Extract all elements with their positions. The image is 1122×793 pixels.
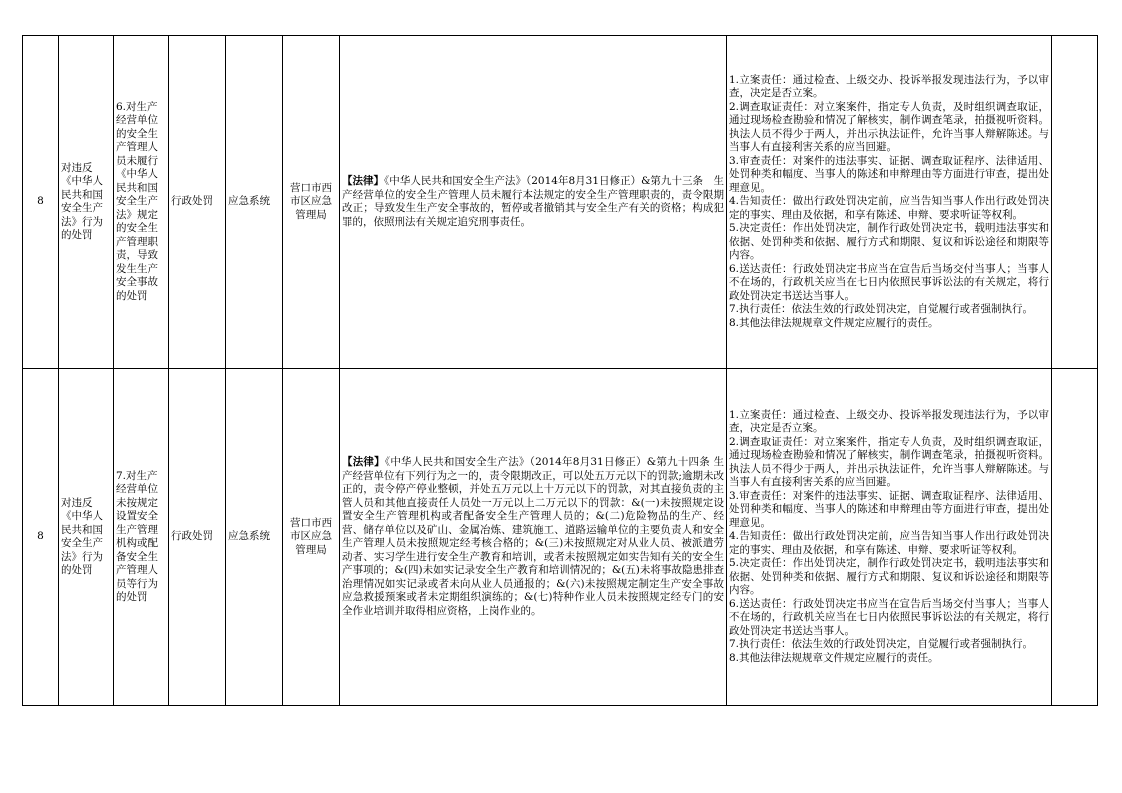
duty-item: 6.送达责任：行政处罚决定书应当在宣告后当场交付当事人；当事人不在场的，行政机关应当在七日内依照民事诉讼法的有关规定，将行政处罚决定书送达当事人。	[729, 262, 1049, 302]
legal-basis	[340, 369, 727, 706]
power-type: 行政处罚	[169, 36, 226, 369]
basis-tag: 【法律】	[342, 175, 385, 187]
item-name: 对违反《中华人民共和国安全生产法》行为的处罚	[59, 36, 114, 369]
duty-item: 3.审查责任：对案件的违法事实、证据、调查取证程序、法律适用、处罚种类和幅度、当事人的陈述和申辩理由等方面进行审查，提出处理意见。	[729, 154, 1049, 194]
duty-item: 6.送达责任：行政处罚决定书应当在宣告后当场交付当事人；当事人不在场的，行政机关应当在七日内依照民事诉讼法的有关规定，将行政处罚决定书送达当事人。	[729, 597, 1049, 637]
duty-item: 5.决定责任：作出处罚决定，制作行政处罚决定书，载明违法事实和依据、处罚种类和依据、履行方式和期限、复议和诉讼途径和期限等内容。	[729, 557, 1049, 597]
agency: 营口市西市区应急管理局	[283, 36, 340, 369]
duty-item: 2.调查取证责任：对立案案件，指定专人负责，及时组织调查取证，通过现场检查勘验和情况了解核实，制作调查笔录，拍摄视听资料。执法人员不得少于两人，并出示执法证件，允许当事人辩解陈述。与当事人有直接利害关系的应当回避。	[729, 100, 1049, 154]
duty-item: 5.决定责任：作出处罚决定，制作行政处罚决定书，载明违法事实和依据、处罚种类和依据、履行方式和期限、复议和诉讼途径和期限等内容。	[729, 222, 1049, 262]
duty-item: 3.审查责任：对案件的违法事实、证据、调查取证程序、法律适用、处罚种类和幅度、当事人的陈述和申辩理由等方面进行审查，提出处理意见。	[729, 489, 1049, 529]
row-index: 8	[23, 36, 59, 369]
basis-text: 《中华人民共和国安全生产法》（2014年8月31日修正）&第九十三条 生产经营单位的安全生产管理人员未履行本法规定的安全生产管理职责的，责令限期改正；导致发生生产安全事故的，暂停或者撤销其与安全生产有关的资格；构成犯罪的，依照刑法有关规定追究刑事责任。	[342, 175, 725, 228]
power-list-table	[22, 35, 1098, 706]
department: 应急系统	[226, 369, 283, 706]
duty-list	[727, 369, 1052, 706]
table-row	[23, 369, 1098, 706]
duty-item: 4.告知责任：做出行政处罚决定前，应当告知当事人作出行政处罚决定的事实、理由及依据，和享有陈述、申辩、要求听证等权利。	[729, 195, 1049, 221]
basis-text: 《中华人民共和国安全生产法》（2014年8月31日修正）&第九十四条 生产经营单位有下列行为之一的，责令限期改正，可以处五万元以下的罚款;逾期未改正的，责令停产停业整顿，并处五万元以上十万元以下的罚款，对其直接负责的主管人员和其他直接责任人员处一万元以上二万元以下的罚款：&(一)未按照规定设置安全生产管理机构或者配备安全生产管理人员的；&(二)危险物品的生产、经营、储存单位以及矿山、金属冶炼、建筑施工、道路运输单位的主要负责人和安全生产管理人员未按照规定经考核合格的；&(三)未按照规定对从业人员、被派遣劳动者、实习学生进行安全生产教育和培训，或者未按照规定如实告知有关的安全生产事项的；&(四)未如实记录安全生产教育和培训情况的；&(五)未将事故隐患排查治理情况如实记录或者未向从业人员通报的；&(六)未按照规定制定生产安全事故应急救援预案或者未定期组织演练的；&(七)特种作业人员未按照规定经专门的安全作业培训并取得相应资格，上岗作业的。	[342, 456, 725, 617]
duty-item: 4.告知责任：做出行政处罚决定前，应当告知当事人作出行政处罚决定的事实、理由及依据，和享有陈述、申辩、要求听证等权利。	[729, 530, 1049, 556]
sub-item: 6.对生产经营单位的安全生产管理人员未履行《中华人民共和国安全生产法》规定的安全生产管理职责，导致发生生产安全事故的处罚	[114, 36, 169, 369]
duty-item: 1.立案责任：通过检查、上级交办、投诉举报发现违法行为，予以审查，决定是否立案。	[729, 73, 1049, 100]
department: 应急系统	[226, 36, 283, 369]
basis-tag: 【法律】	[342, 456, 385, 468]
duty-item: 2.调查取证责任：对立案案件，指定专人负责，及时组织调查取证，通过现场检查勘验和情况了解核实，制作调查笔录，拍摄视听资料。执法人员不得少于两人，并出示执法证件，允许当事人辩解陈述。与当事人有直接利害关系的应当回避。	[729, 435, 1049, 489]
duty-list	[727, 36, 1052, 369]
duty-item: 1.立案责任：通过检查、上级交办、投诉举报发现违法行为，予以审查，决定是否立案。	[729, 408, 1049, 435]
duty-item: 8.其他法律法规规章文件规定应履行的责任。	[729, 651, 939, 664]
duty-item: 7.执行责任：依法生效的行政处罚决定，自觉履行或者强制执行。	[729, 303, 1034, 316]
agency: 营口市西市区应急管理局	[283, 369, 340, 706]
table-row	[23, 36, 1098, 369]
sub-item: 7.对生产经营单位未按规定设置安全生产管理机构或配备安全生产管理人员等行为的处罚	[114, 369, 169, 706]
note-cell	[1052, 369, 1098, 706]
duty-item: 7.执行责任：依法生效的行政处罚决定，自觉履行或者强制执行。	[729, 638, 1034, 651]
note-cell	[1052, 36, 1098, 369]
item-name: 对违反《中华人民共和国安全生产法》行为的处罚	[59, 369, 114, 706]
duty-item: 8.其他法律法规规章文件规定应履行的责任。	[729, 316, 939, 329]
legal-basis	[340, 36, 727, 369]
row-index: 8	[23, 369, 59, 706]
power-type: 行政处罚	[169, 369, 226, 706]
